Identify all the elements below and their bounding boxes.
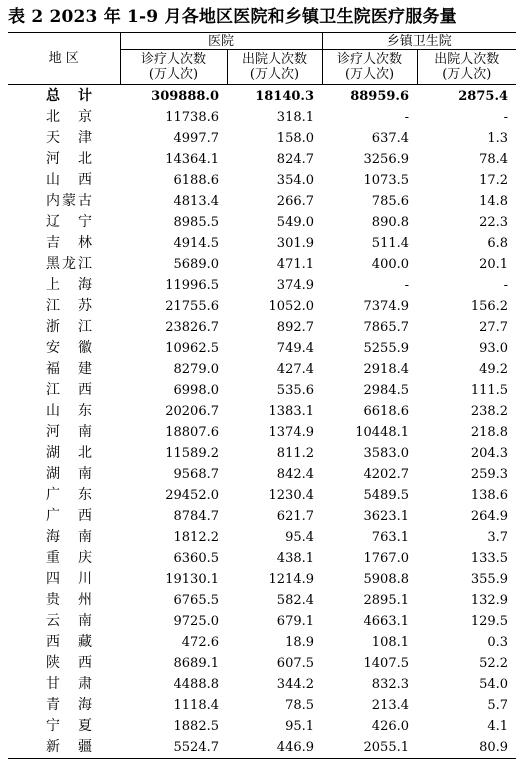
region-cell: 河南: [46, 424, 92, 440]
township-visits-cell: 2055.1: [322, 737, 417, 759]
region-cell: 山东: [46, 403, 92, 419]
township-visits-cell: 7374.9: [363, 299, 410, 314]
table-row: [8, 422, 516, 443]
table-row: [8, 233, 516, 254]
region-cell: 总计: [46, 87, 92, 104]
township-visits-cell: 3583.0: [363, 446, 410, 461]
township-inpatients-cell: 156.2: [470, 299, 509, 314]
township-inpatients-cell: 2875.4: [458, 88, 509, 104]
hospital-inpatients-cell: 301.9: [276, 236, 315, 251]
township-inpatients-cell: 355.9: [470, 572, 509, 587]
hospital-inpatients-cell: 582.4: [276, 593, 315, 608]
hospital-inpatients-cell: 95.1: [285, 719, 315, 734]
region-cell: 西藏: [46, 634, 92, 650]
region-cell: 山西: [46, 172, 92, 188]
hospital-visits-cell: 18807.6: [165, 425, 219, 440]
table-row: [8, 128, 516, 149]
hospital-inpatients-cell: 78.5: [285, 698, 315, 713]
hospital-inpatients-cell: 1230.4: [268, 488, 315, 503]
township-inpatients-cell: 218.8: [470, 425, 509, 440]
region-cell: 广东: [46, 487, 92, 503]
region-cell: 甘肃: [46, 676, 92, 692]
hospital-visits-cell: 6360.5: [173, 551, 219, 566]
region-cell: 新疆: [8, 737, 120, 759]
township-inpatients-cell: -: [503, 110, 509, 125]
township-inpatients-cell: 5.7: [487, 698, 509, 713]
township-visits-cell: 1407.5: [363, 656, 410, 671]
hospital-visits-cell: 1812.2: [173, 530, 219, 545]
total-row: [8, 85, 516, 108]
township-inpatients-cell: 138.6: [470, 488, 509, 503]
region-cell: 江西: [46, 382, 92, 398]
hospital-inpatients-cell: 318.1: [276, 110, 315, 125]
township-visits-cell: 2984.5: [363, 383, 410, 398]
region-cell: 黑龙江: [46, 256, 92, 272]
township-visits-cell: 5489.5: [363, 488, 410, 503]
hospital-visits-cell: 1118.4: [173, 698, 219, 713]
hospital-inpatients-cell: 607.5: [276, 656, 315, 671]
hospital-visits-cell: 309888.0: [151, 88, 219, 104]
table-row: [8, 695, 516, 716]
hospital-visits-cell: 11996.5: [165, 278, 219, 293]
table-row: [8, 464, 516, 485]
township-visits-cell: 88959.6: [350, 88, 410, 104]
region-cell: 福建: [46, 361, 92, 377]
township-visits-cell: 2895.1: [363, 593, 410, 608]
hospital-inpatients-cell: 842.4: [276, 467, 315, 482]
table-row: [8, 527, 516, 548]
region-cell: 云南: [46, 613, 92, 629]
township-visits-cell: 10448.1: [355, 425, 410, 440]
hospital-inpatients-cell: 679.1: [276, 614, 315, 629]
region-cell: 贵州: [46, 592, 92, 608]
table-row: [8, 443, 516, 464]
hospital-visits-cell: 8784.7: [173, 509, 219, 524]
table-row: [8, 611, 516, 632]
header-line: 出院人次数: [434, 52, 500, 67]
table-row: [8, 632, 516, 653]
township-visits-cell: 3256.9: [363, 152, 410, 167]
hospital-visits-cell: 11589.2: [165, 446, 219, 461]
hospital-inpatients-cell: 1214.9: [268, 572, 315, 587]
township-visits-cell: 511.4: [371, 236, 410, 251]
table-row: [8, 590, 516, 611]
township-visits-cell: 6618.6: [363, 404, 410, 419]
township-inpatients-cell: -: [503, 278, 509, 293]
hospital-visits-cell: 19130.1: [165, 572, 219, 587]
table-row: [8, 338, 516, 359]
township-inpatients-cell: 0.3: [487, 635, 509, 650]
township-visits-cell: 3623.1: [363, 509, 410, 524]
region-header: 地 区: [8, 33, 120, 85]
township-visits-header: [322, 50, 417, 85]
township-visits-cell: 2918.4: [363, 362, 410, 377]
hospital-visits-cell: 6188.6: [173, 173, 219, 188]
table-row: [8, 254, 516, 275]
hospital-visits-cell: 1882.5: [173, 719, 219, 734]
hospital-inpatients-cell: 18140.3: [255, 88, 315, 104]
region-cell: 湖南: [46, 466, 92, 482]
hospital-visits-cell: 8279.0: [173, 362, 219, 377]
hospital-inpatients-cell: 344.2: [276, 677, 315, 692]
township-inpatients-cell: 6.8: [487, 236, 509, 251]
hospital-inpatients-cell: 1052.0: [268, 299, 315, 314]
township-group-header: 乡镇卫生院: [322, 33, 516, 50]
township-inpatients-cell: 49.2: [479, 362, 509, 377]
township-visits-cell: 213.4: [371, 698, 410, 713]
hospital-visits-cell: 472.6: [181, 635, 219, 650]
table-row: [8, 401, 516, 422]
region-cell: 海南: [46, 529, 92, 545]
region-cell: 内蒙古: [46, 193, 92, 209]
hospital-inpatients-cell: 1374.9: [268, 425, 315, 440]
hospital-visits-cell: 23826.7: [165, 320, 219, 335]
hospital-inpatients-cell: 266.7: [276, 194, 315, 209]
region-cell: 湖北: [46, 445, 92, 461]
hospital-inpatients-cell: 374.9: [276, 278, 315, 293]
township-visits-cell: 426.0: [371, 719, 410, 734]
township-inpatients-cell: 54.0: [479, 677, 509, 692]
township-inpatients-cell: 20.1: [479, 257, 509, 272]
region-cell: 天津: [46, 130, 92, 146]
township-visits-cell: 1767.0: [363, 551, 410, 566]
township-inpatients-header: [417, 50, 516, 85]
hospital-visits-cell: 29452.0: [165, 488, 219, 503]
table-row: [8, 674, 516, 695]
hospital-visits-cell: 20206.7: [165, 404, 219, 419]
township-visits-cell: 400.0: [371, 257, 410, 272]
hospital-inpatients-cell: 749.4: [276, 341, 315, 356]
region-cell: 江苏: [46, 298, 92, 314]
township-visits-cell: 4663.1: [363, 614, 410, 629]
table-body: [8, 85, 516, 759]
header-unit: (万人次): [344, 67, 395, 82]
township-visits-cell: 5908.8: [363, 572, 410, 587]
township-inpatients-cell: 238.2: [470, 404, 509, 419]
table-row: [8, 506, 516, 527]
table-row: [8, 569, 516, 590]
hospital-visits-cell: 9568.7: [173, 467, 219, 482]
hospital-visits-cell: 4488.8: [173, 677, 219, 692]
hospital-visits-cell: 8689.1: [173, 656, 219, 671]
hospital-inpatients-cell: 1383.1: [268, 404, 315, 419]
hospital-visits-cell: 6765.5: [173, 593, 219, 608]
header-line: 出院人次数: [242, 52, 308, 67]
hospital-visits-cell: 21755.6: [165, 299, 219, 314]
hospital-visits-header: [120, 50, 227, 85]
region-cell: 辽宁: [46, 214, 92, 230]
table-row: [8, 653, 516, 674]
hospital-visits-cell: 8985.5: [173, 215, 219, 230]
hospital-visits-cell: 11738.6: [165, 110, 219, 125]
township-visits-cell: -: [404, 278, 410, 293]
table-row: [8, 212, 516, 233]
hospital-inpatients-header: [227, 50, 322, 85]
region-cell: 宁夏: [46, 718, 92, 734]
table-row: [8, 737, 516, 759]
region-cell: 青海: [46, 697, 92, 713]
service-volume-table: [8, 32, 516, 759]
table-row: [8, 275, 516, 296]
table-row: [8, 149, 516, 170]
township-inpatients-cell: 93.0: [479, 341, 509, 356]
hospital-inpatients-cell: 427.4: [276, 362, 315, 377]
township-inpatients-cell: 4.1: [487, 719, 509, 734]
township-inpatients-cell: 78.4: [479, 152, 509, 167]
hospital-visits-cell: 5524.7: [120, 737, 227, 759]
township-visits-cell: 4202.7: [363, 467, 410, 482]
hospital-visits-cell: 9725.0: [173, 614, 219, 629]
region-cell: 浙江: [46, 319, 92, 335]
table-row: [8, 548, 516, 569]
hospital-visits-cell: 10962.5: [165, 341, 219, 356]
hospital-inpatients-cell: 621.7: [276, 509, 315, 524]
hospital-inpatients-cell: 892.7: [276, 320, 315, 335]
township-visits-cell: -: [404, 110, 410, 125]
table-row: [8, 170, 516, 191]
hospital-visits-cell: 4914.5: [173, 236, 219, 251]
region-cell: 重庆: [46, 550, 92, 566]
region-cell: 安徽: [46, 340, 92, 356]
region-cell: 上海: [46, 277, 92, 293]
table-row: [8, 485, 516, 506]
township-visits-cell: 108.1: [371, 635, 410, 650]
township-inpatients-cell: 27.7: [479, 320, 509, 335]
township-visits-cell: 1073.5: [363, 173, 410, 188]
header-line: 诊疗人次数: [337, 52, 403, 67]
township-inpatients-cell: 80.9: [417, 737, 516, 759]
table-row: [8, 359, 516, 380]
table-row: [8, 191, 516, 212]
region-cell: 陕西: [46, 655, 92, 671]
hospital-group-header: 医院: [120, 33, 322, 50]
hospital-inpatients-cell: 95.4: [285, 530, 315, 545]
township-inpatients-cell: 204.3: [470, 446, 509, 461]
region-cell: 广西: [46, 508, 92, 524]
township-inpatients-cell: 259.3: [470, 467, 509, 482]
hospital-inpatients-cell: 18.9: [285, 635, 315, 650]
township-visits-cell: 763.1: [371, 530, 410, 545]
header-unit: (万人次): [249, 67, 300, 82]
hospital-inpatients-cell: 438.1: [276, 551, 315, 566]
township-inpatients-cell: 264.9: [470, 509, 509, 524]
township-inpatients-cell: 14.8: [479, 194, 509, 209]
table-title: 表 2 2023 年 1-9 月各地区医院和乡镇卫生院医疗服务量: [8, 7, 457, 27]
township-visits-cell: 5255.9: [363, 341, 410, 356]
header-unit: (万人次): [442, 67, 492, 82]
township-visits-cell: 7865.7: [363, 320, 410, 335]
township-inpatients-cell: 52.2: [479, 656, 509, 671]
table-row: [8, 317, 516, 338]
township-inpatients-cell: 129.5: [470, 614, 509, 629]
township-visits-cell: 832.3: [371, 677, 410, 692]
hospital-inpatients-cell: 824.7: [276, 152, 315, 167]
township-inpatients-cell: 111.5: [470, 383, 509, 398]
township-visits-cell: 637.4: [371, 131, 410, 146]
region-cell: 北京: [46, 109, 92, 125]
township-inpatients-cell: 132.9: [470, 593, 509, 608]
hospital-inpatients-cell: 471.1: [276, 257, 315, 272]
table-row: [8, 380, 516, 401]
table-row: [8, 107, 516, 128]
hospital-visits-cell: 4813.4: [173, 194, 219, 209]
township-inpatients-cell: 3.7: [487, 530, 509, 545]
hospital-inpatients-cell: 158.0: [276, 131, 315, 146]
hospital-inpatients-cell: 535.6: [276, 383, 315, 398]
hospital-visits-cell: 5689.0: [173, 257, 219, 272]
hospital-inpatients-cell: 811.2: [276, 446, 315, 461]
table-row: [8, 716, 516, 737]
township-inpatients-cell: 17.2: [479, 173, 509, 188]
hospital-inpatients-cell: 354.0: [276, 173, 315, 188]
table-row: [8, 296, 516, 317]
hospital-visits-cell: 14364.1: [165, 152, 219, 167]
township-visits-cell: 785.6: [371, 194, 410, 209]
region-cell: 四川: [46, 571, 92, 587]
township-inpatients-cell: 22.3: [479, 215, 509, 230]
township-inpatients-cell: 133.5: [470, 551, 509, 566]
header-unit: (万人次): [148, 67, 199, 82]
header-line: 诊疗人次数: [140, 52, 206, 67]
township-visits-cell: 890.8: [371, 215, 410, 230]
hospital-visits-cell: 4997.7: [173, 131, 219, 146]
hospital-inpatients-cell: 549.0: [276, 215, 315, 230]
region-cell: 吉林: [46, 235, 92, 251]
region-cell: 河北: [46, 151, 92, 167]
hospital-visits-cell: 6998.0: [173, 383, 219, 398]
hospital-inpatients-cell: 446.9: [227, 737, 322, 759]
township-inpatients-cell: 1.3: [487, 131, 509, 146]
